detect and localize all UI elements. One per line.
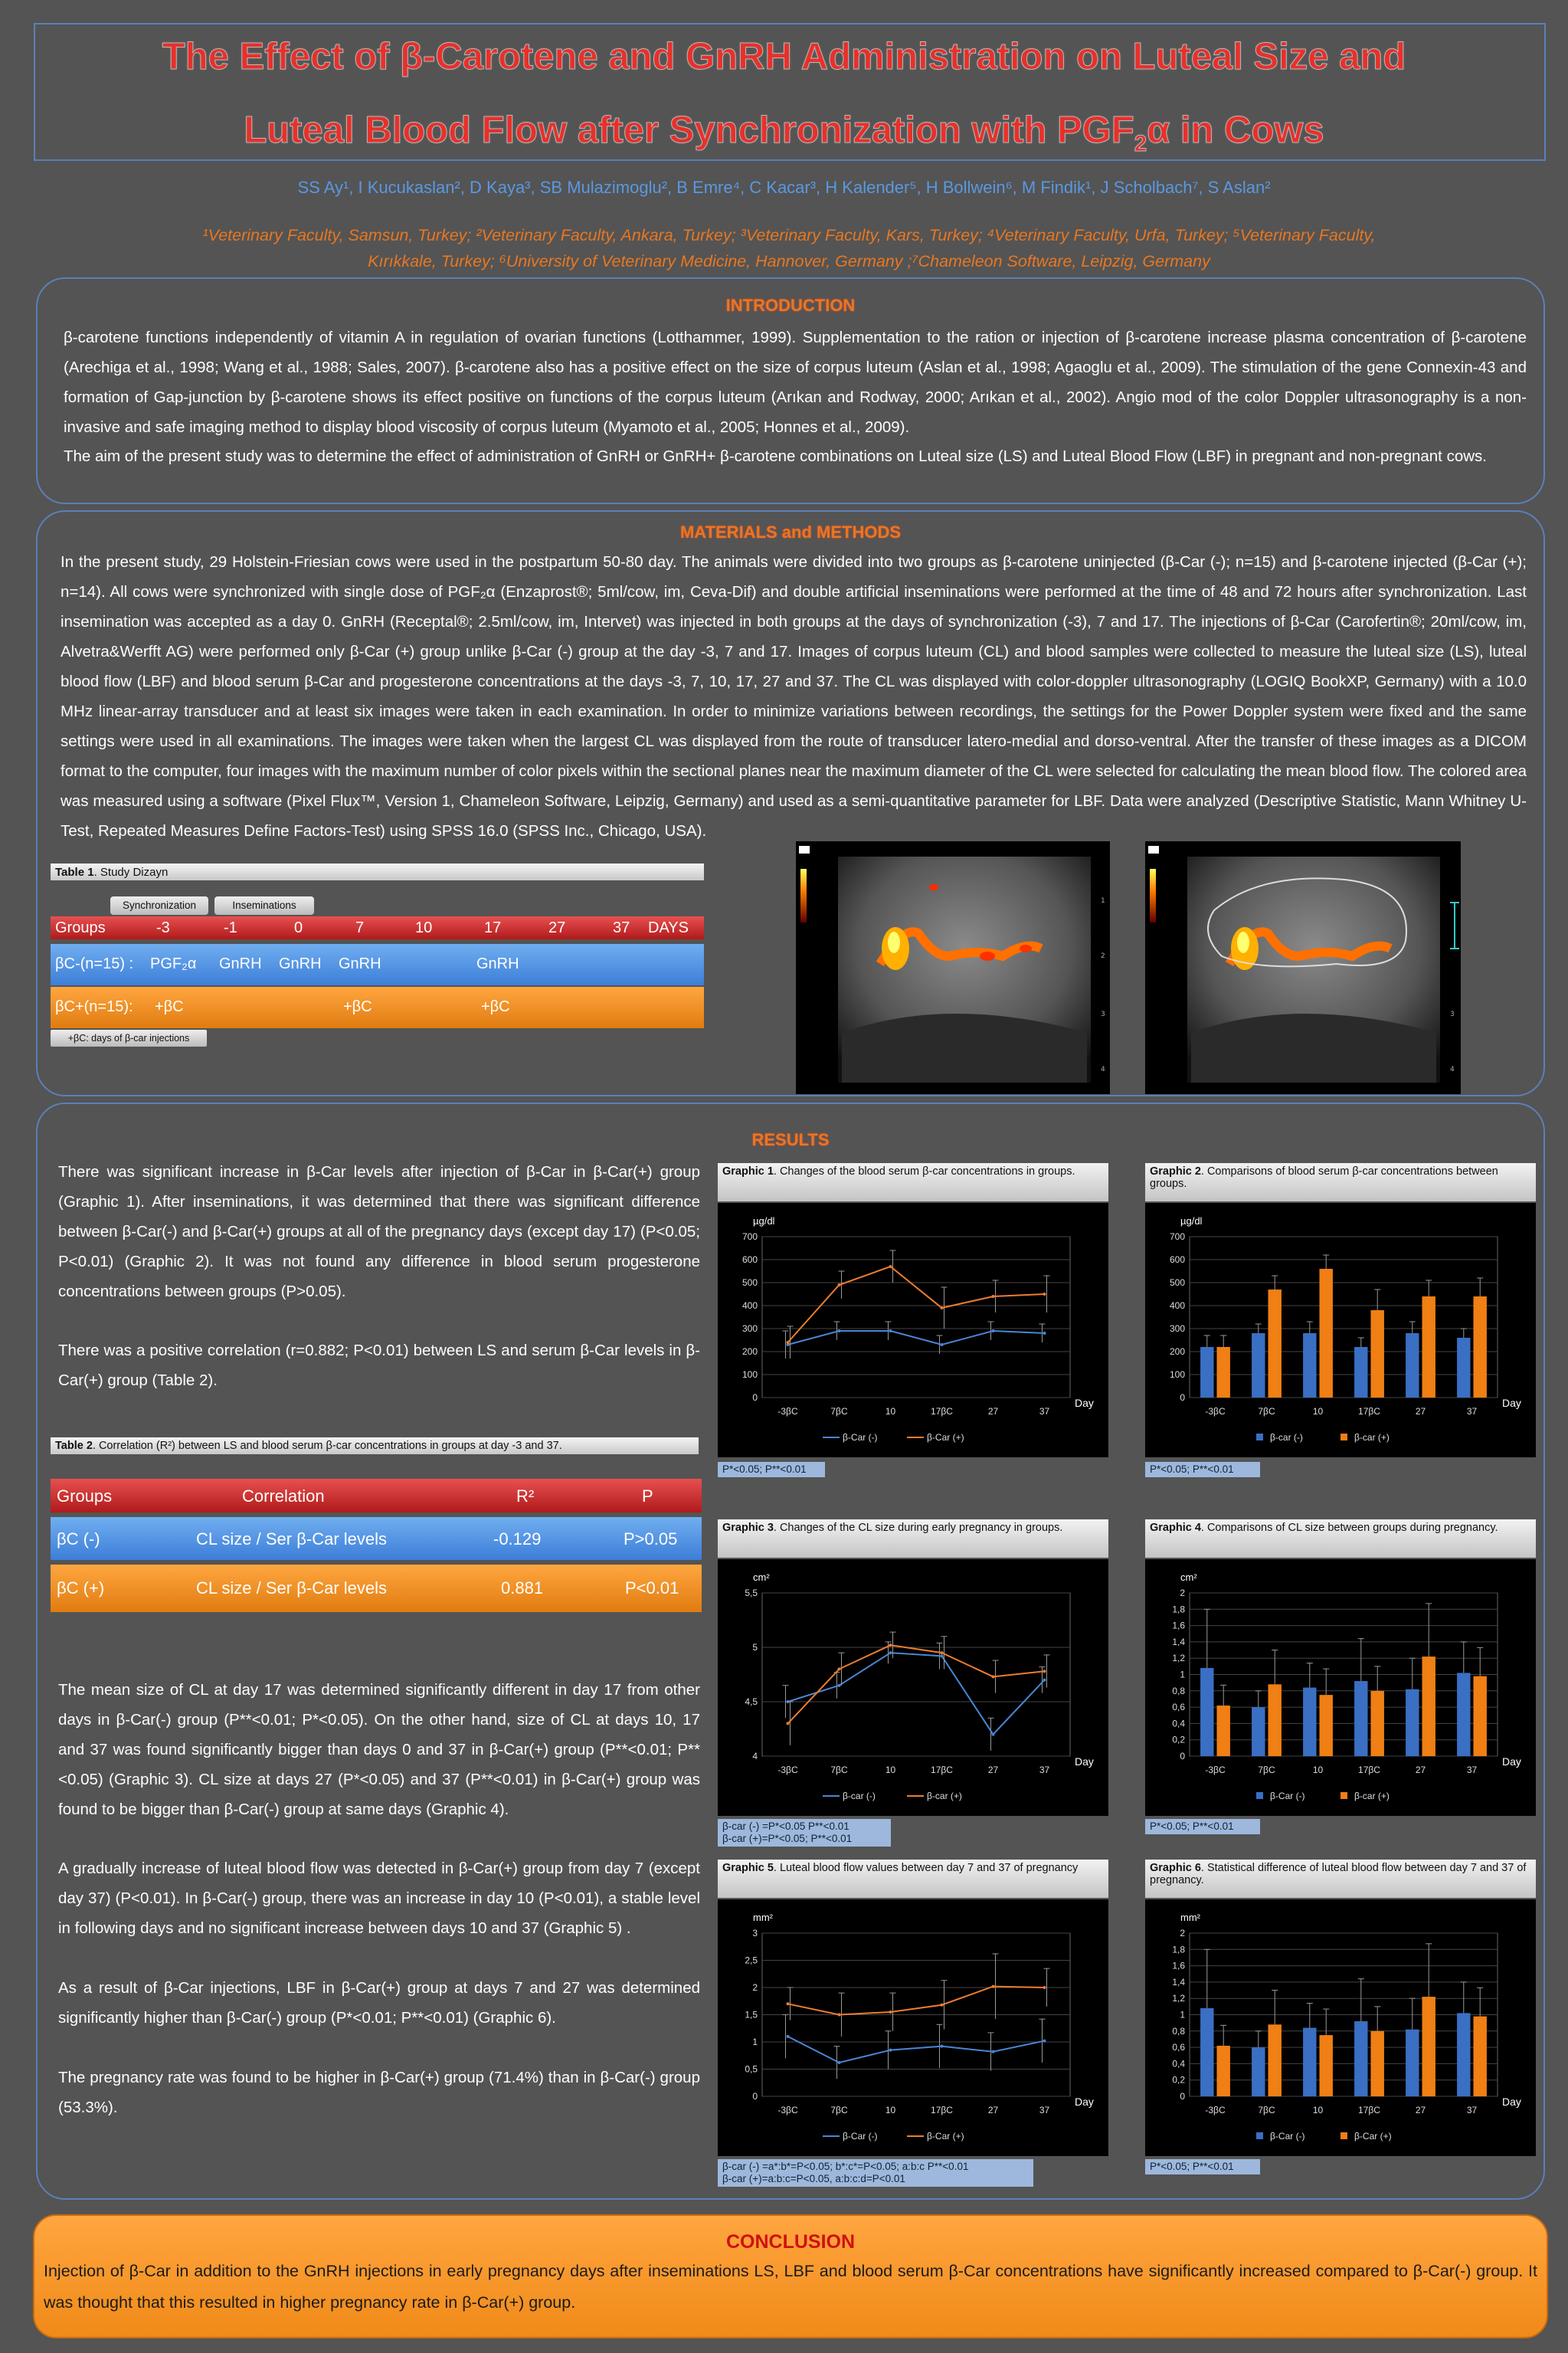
bar	[1474, 2017, 1487, 2096]
data-point	[992, 1295, 995, 1298]
x-tick-label: -3βC	[1205, 1765, 1226, 1775]
y-tick-label: 1,4	[1172, 1976, 1185, 1988]
y-tick-label: 0	[1180, 1751, 1185, 1761]
y-tick-label: 0,5	[745, 2063, 758, 2075]
bar	[1406, 1333, 1419, 1398]
data-point	[1043, 1293, 1046, 1296]
graphic5-chart	[718, 1899, 1108, 2156]
x-tick-label: 10	[885, 2105, 896, 2115]
table1-footnote: +βC: days of β-car injections	[51, 1030, 207, 1047]
data-point	[992, 1329, 995, 1332]
data-point	[889, 1265, 892, 1268]
bar	[1422, 1657, 1435, 1756]
svg-text:4: 4	[1450, 1066, 1455, 1073]
y-tick-label: 0,4	[1172, 1718, 1185, 1729]
data-point	[838, 1283, 841, 1286]
legend-swatch	[1256, 2132, 1263, 2139]
x-tick-label: -3βC	[777, 2105, 798, 2115]
table1-header-row: Groups -3 -1 0 7 10 17 27 37 DAYS	[51, 916, 704, 939]
poster-title-line1: The Effect of β-Carotene and GnRH Administration on Luteal Size and	[162, 36, 1406, 77]
x-tick-label: -3βC	[777, 1406, 798, 1417]
data-point	[992, 2050, 995, 2053]
table2-header-row: Groups Correlation R² P	[51, 1479, 702, 1512]
plot-area	[762, 1237, 1070, 1398]
y-tick-label: 1,8	[1172, 1944, 1185, 1955]
y-tick-label: 0,6	[1172, 1702, 1185, 1713]
y-tick-label: 4	[752, 1751, 758, 1761]
y-tick-label: 700	[741, 1231, 758, 1242]
data-point	[992, 1675, 995, 1678]
graphic1-note: P*<0.05; P**<0.01	[718, 1462, 825, 1477]
y-tick-label: 1	[1180, 1669, 1185, 1680]
ultrasound-image-right	[1145, 841, 1461, 1094]
bar	[1268, 1290, 1282, 1398]
x-tick-label: -3βC	[777, 1765, 798, 1775]
legend-label: β-Car (-)	[1270, 2131, 1305, 2142]
methods-heading: MATERIALS and METHODS	[679, 523, 902, 542]
x-axis-label: Day	[1502, 1755, 1521, 1768]
introduction-heading: INTRODUCTION	[725, 296, 856, 315]
y-tick-label: 1,6	[1172, 1960, 1185, 1971]
bar	[1217, 2046, 1230, 2096]
bar	[1200, 2008, 1213, 2096]
data-point	[941, 1306, 944, 1309]
y-tick-label: 1,2	[1172, 1993, 1185, 2004]
graphic1-caption: Graphic 1. Changes of the blood serum β-car concentrations in groups.	[718, 1163, 1108, 1201]
data-point	[941, 2004, 944, 2007]
data-point	[838, 2061, 841, 2064]
x-tick-label: 27	[987, 1765, 999, 1775]
legend-label: β-Car (+)	[927, 1432, 964, 1443]
poster-title-line2: Luteal Blood Flow after Synchronization with $PGF_2\alpha$ in Cows	[244, 110, 1324, 156]
x-tick-label: 7βC	[1258, 1765, 1275, 1775]
y-tick-label: 500	[741, 1277, 758, 1288]
results-paragraph-2: There was a positive correlation (r=0.882; P<0.01) between LS and serum β-Car levels in β-Car(+) group (Table 2).	[58, 1342, 700, 1389]
y-tick-label: 100	[741, 1369, 758, 1380]
y-tick-label: 3	[752, 1928, 758, 1938]
y-tick-label: 700	[1169, 1231, 1185, 1242]
y-tick-label: 1	[1180, 2009, 1185, 2020]
y-tick-label: 2	[1180, 1928, 1185, 1938]
y-tick-label: 400	[1169, 1300, 1185, 1311]
graphic3-note: β-car (-) =P*<0.05 P**<0.01 β-car (+)=P*<0.05; P**<0.01	[718, 1819, 891, 1847]
legend-label: β-Car (-)	[1270, 1791, 1305, 1801]
table1-row-bc-minus: βC-(n=15) : PGF₂α GnRH GnRH GnRH GnRH	[51, 944, 704, 985]
x-tick-label: 10	[1312, 1765, 1324, 1775]
legend-label: β-car (+)	[927, 1791, 962, 1801]
y-axis-label: mm²	[753, 1912, 773, 1923]
graphic4-chart	[1145, 1559, 1536, 1816]
data-point	[889, 1643, 892, 1647]
y-tick-label: 1	[752, 2037, 758, 2047]
x-tick-label: 27	[1415, 2105, 1426, 2115]
data-point	[941, 1654, 944, 1657]
x-tick-label: 37	[1039, 1406, 1050, 1417]
data-point	[941, 1651, 944, 1654]
results-paragraph-4: A gradually increase of luteal blood flow was detected in β-Car(+) group from day 7 (except day 37) (P<0.01). In β-Car(-) group, there was an increase in day 10 (P<0.01), a stable level in following days and no significant increase between days 10 and 37 (Graphic 5) .	[58, 1860, 700, 1937]
x-axis-label: Day	[1502, 1397, 1521, 1409]
graphic2-chart	[1145, 1203, 1536, 1457]
x-tick-label: 27	[987, 2105, 999, 2115]
bar	[1422, 1296, 1435, 1398]
x-tick-label: 37	[1466, 1406, 1478, 1417]
plot-area	[1190, 1237, 1498, 1398]
data-point	[1043, 1986, 1046, 1989]
y-tick-label: 1,8	[1172, 1604, 1185, 1615]
graphic2-note: P*<0.05; P**<0.01	[1145, 1462, 1260, 1477]
graphic2-caption: Graphic 2. Comparisons of blood serum β-car concentrations between groups.	[1145, 1163, 1536, 1201]
legend-swatch	[1340, 1434, 1347, 1440]
svg-text:2: 2	[1101, 952, 1105, 960]
x-tick-label: -3βC	[1205, 1406, 1226, 1417]
svg-text:1: 1	[1101, 897, 1105, 905]
affiliations: ¹Veterinary Faculty, Samsun, Turkey; ²Veterinary Faculty, Ankara, Turkey; ³Veterinary Faculty, Kars, Turkey; ⁴Veterinary Faculty, Urfa, Turkey; ⁵Veterinary Faculty, Kırıkkale, Turkey; ⁶University of Veterinary Medicine, Hannover, Germany ;⁷Chameleon Software, Leipzig, Germany	[202, 226, 1376, 270]
y-tick-label: 5,5	[745, 1588, 758, 1598]
data-point	[838, 1667, 841, 1670]
y-tick-label: 0,4	[1172, 2058, 1185, 2070]
bar	[1268, 2024, 1282, 2096]
x-tick-label: 37	[1039, 2105, 1050, 2115]
series-line	[788, 1331, 1045, 1345]
data-point	[1043, 1670, 1046, 1673]
y-axis-label: cm²	[1180, 1571, 1197, 1583]
bar	[1200, 1668, 1213, 1756]
y-tick-label: 2,5	[745, 1955, 758, 1966]
results-paragraph-5: As a result of β-Car injections, LBF in β-Car(+) group at days 7 and 27 was determined significantly higher than β-Car(-) group (P*<0.01; P**<0.01) (Graphic 6).	[58, 1979, 700, 2027]
y-tick-label: 600	[741, 1254, 758, 1265]
y-tick-label: 1,4	[1172, 1636, 1185, 1647]
y-tick-label: 0,6	[1172, 2042, 1185, 2053]
data-point	[889, 1651, 892, 1654]
bar	[1320, 1269, 1333, 1398]
y-tick-label: 4,5	[745, 1696, 758, 1707]
legend-label: β-car (-)	[1270, 1432, 1303, 1443]
series-line	[788, 1987, 1045, 2015]
y-axis-label: cm²	[753, 1571, 770, 1583]
x-tick-label: 17βC	[931, 1765, 953, 1775]
data-point	[941, 2045, 944, 2048]
bar	[1268, 1684, 1282, 1756]
x-tick-label: 17βC	[1358, 1406, 1380, 1417]
y-tick-label: 5	[752, 1642, 758, 1653]
bar	[1252, 2047, 1265, 2096]
table2-caption: Table 2. Correlation (R²) between LS and blood serum β-car concentrations in groups at day -3 and 37.	[51, 1437, 699, 1454]
y-tick-label: 100	[1169, 1369, 1185, 1380]
x-axis-label: Day	[1075, 1397, 1094, 1409]
svg-text:4: 4	[1101, 1066, 1105, 1073]
y-tick-label: 1,6	[1172, 1620, 1185, 1631]
y-tick-label: 400	[741, 1300, 758, 1311]
plot-area	[762, 1593, 1070, 1756]
x-tick-label: 37	[1466, 2105, 1478, 2115]
x-tick-label: -3βC	[1205, 2105, 1226, 2115]
y-tick-label: 1,2	[1172, 1653, 1185, 1664]
x-axis-label: Day	[1075, 1755, 1094, 1768]
bar	[1422, 1997, 1435, 2096]
data-point	[889, 2049, 892, 2052]
bar	[1252, 1707, 1265, 1756]
y-tick-label: 0,2	[1172, 1734, 1185, 1745]
graphic3-chart	[718, 1559, 1108, 1816]
x-tick-label: 17βC	[931, 1406, 953, 1417]
y-tick-label: 0,8	[1172, 2025, 1185, 2037]
data-point	[889, 2011, 892, 2014]
y-tick-label: 200	[741, 1346, 758, 1357]
y-tick-label: 0	[1180, 1392, 1185, 1403]
bar	[1406, 2030, 1419, 2096]
x-tick-label: 7βC	[1258, 2105, 1275, 2115]
x-tick-label: 37	[1466, 1765, 1478, 1775]
bar	[1320, 2035, 1333, 2096]
graphic6-chart	[1145, 1899, 1536, 2156]
x-tick-label: 7βC	[830, 1406, 848, 1417]
bar	[1354, 1681, 1367, 1756]
series-line	[788, 1645, 1045, 1723]
legend-swatch	[1256, 1434, 1263, 1440]
introduction-paragraph: β-carotene functions independently of vitamin A in regulation of ovarian functions (Lotthammer, 1999). Supplementation to the ration or injection of β-carotene increase plasma concentration of β-carotene (Arechiga et al., 1998; Wang et al., 1988; Sales, 2007). β-carotene also has a positive effect on the size of corpus luteum (Aslan et al., 1998; Agaoglu et al., 2009). The stimulation of the gene Connexin-43 and formation of Gap-junction by β-carotene shows its effect positive on functions of the corpus luteum (Arıkan and Rodway, 2000; Arıkan et al., 2002). Angio mod of the color Doppler ultrasonography is a non-invasive and safe imaging method to display blood viscosity of corpus luteum (Myamoto et al., 2005; Honnes et al., 2009).	[64, 329, 1527, 436]
legend-swatch	[1256, 1792, 1263, 1799]
bar	[1474, 1296, 1487, 1398]
y-tick-label: 0,8	[1172, 1685, 1185, 1696]
bar	[1457, 1338, 1470, 1398]
data-point	[889, 1329, 892, 1332]
bar	[1303, 1333, 1316, 1398]
bar	[1200, 1347, 1213, 1398]
results-paragraph-6: The pregnancy rate was found to be higher in β-Car(+) group (71.4%) than in β-Car(-) group (53.3%).	[58, 2069, 700, 2116]
x-tick-label: 27	[1415, 1406, 1426, 1417]
graphic3-caption: Graphic 3. Changes of the CL size during early pregnancy in groups.	[718, 1519, 1108, 1558]
inseminations-pill: Inseminations	[214, 896, 314, 915]
y-axis-label: µg/dl	[1180, 1215, 1203, 1227]
legend-swatch	[1340, 2132, 1347, 2139]
legend-label: β-Car (+)	[927, 2131, 964, 2142]
svg-text:3: 3	[1450, 1011, 1455, 1018]
data-point	[787, 1722, 790, 1725]
data-point	[1043, 2040, 1046, 2043]
data-point	[1043, 1332, 1046, 1335]
series-line	[788, 2037, 1045, 2063]
y-tick-label: 0	[752, 1392, 758, 1403]
bar	[1457, 1673, 1470, 1756]
data-point	[838, 2014, 841, 2017]
x-tick-label: 27	[1415, 1765, 1426, 1775]
x-tick-label: 7βC	[830, 2105, 848, 2115]
results-heading: RESULTS	[751, 1130, 830, 1149]
data-point	[838, 1684, 841, 1687]
y-tick-label: 300	[1169, 1323, 1185, 1334]
legend-label: β-Car (-)	[843, 2131, 878, 2142]
data-point	[787, 1341, 790, 1344]
x-axis-label: Day	[1502, 2096, 1521, 2108]
bar	[1474, 1676, 1487, 1756]
graphic4-caption: Graphic 4. Comparisons of CL size between groups during pregnancy.	[1145, 1519, 1536, 1558]
legend-label: β-car (+)	[1354, 1432, 1390, 1443]
y-tick-label: 2	[1180, 1588, 1185, 1598]
methods-paragraph: In the present study, 29 Holstein-Friesian cows were used in the postpartum 50-80 day. The animals were divided into two groups as β-carotene uninjected (β-Car (-); n=15) and β-carotene injected (β-Car (+); n=14). All cows were synchronized with single dose of PGF₂α (Enzaprost®; 5ml/cow, im, Ceva-Dif) and double artificial inseminations were performed at the time of 48 and 72 hours after synchronization. Last insemination was accepted as a day 0. GnRH (Receptal®; 2.5ml/cow, im, Intervet) was injected in both groups at the days of synchronization (-3), 7 and 17. The injections of β-Car (Carofertin®; 20ml/cow, im, Alvetra&Werfft AG) were performed only β-Car (+) group unlike β-Car (-) group at the day -3, 7 and 17. Images of corpus luteum (CL) and blood samples were collected to measure the luteal size (LS), luteal blood flow (LBF) and blood serum β-Car and progesterone concentrations at the days -3, 7, 10, 17, 27 and 37. The CL was displayed with color-doppler ultrasonography (LOGIQ BookXP, Germany) with a 10.0 MHz linear-array transducer and at least six images were taken in each examination. In order to minimize variations between recordings, the settings for the Power Doppler system were fixed and the same settings were used in all examinations. The images were taken when the largest CL was displayed from the route of transducer latero-medial and dorso-ventral. After the transfer of these images as a DICOM format to the computer, four images with the maximum number of color pixels within the sectional planes near the maximum diameter of the CL were selected for calculating the mean blood flow. The colored area was measured using a software (Pixel Flux™, Version 1, Chameleon Software, Leipzig, Germany) and used as a semi-quantitative parameter for LBF. Data were analyzed (Descriptive Statistic, Mann Whitney U-Test, Repeated Measures Define Factors-Test) using SPSS 16.0 (SPSS Inc., Chicago, USA).	[61, 553, 1527, 840]
graphic6-caption: Graphic 6. Statistical difference of luteal blood flow between day 7 and 37 of pregnancy.	[1145, 1860, 1536, 1898]
y-tick-label: 1,5	[745, 2009, 758, 2020]
y-axis-label: mm²	[1180, 1912, 1200, 1923]
y-tick-label: 0	[1180, 2091, 1185, 2102]
bar	[1457, 2013, 1470, 2096]
table2-row-bc-plus: βC (+) CL size / Ser β-Car levels 0.881 P<0.01	[51, 1565, 702, 1612]
bar	[1320, 1695, 1333, 1756]
results-paragraph-1: There was significant increase in β-Car levels after injection of β-Car in β-Car(+) group (Graphic 1). After inseminations, it was determined that there was significant difference between β-Car(-) and β-Car(+) groups at all of the pregnancy days (except day 17) (P<0.05; P<0.01) (Graphic 2). It was not found any difference in blood serum progesterone concentrations between groups (P>0.05).	[58, 1163, 700, 1300]
legend-swatch	[1340, 1792, 1347, 1799]
x-axis-label: Day	[1075, 2096, 1094, 2108]
data-point	[941, 1343, 944, 1346]
bar	[1406, 1689, 1419, 1756]
x-tick-label: 17βC	[1358, 1765, 1380, 1775]
x-tick-label: 17βC	[1358, 2105, 1380, 2115]
x-tick-label: 10	[885, 1406, 896, 1417]
data-point	[1043, 1679, 1046, 1682]
table2-row-bc-minus: βC (-) CL size / Ser β-Car levels -0.129 P>0.05	[51, 1517, 702, 1560]
table1-caption: Table 1. Study Dizayn	[51, 864, 704, 880]
conclusion-heading: CONCLUSION	[725, 2231, 856, 2253]
legend-label: β-Car (+)	[1354, 2131, 1392, 2142]
x-tick-label: 7βC	[830, 1765, 848, 1775]
legend-label: β-Car (-)	[843, 1432, 878, 1443]
synchronization-pill: Synchronization	[110, 896, 208, 915]
bar	[1303, 2028, 1316, 2096]
y-tick-label: 600	[1169, 1254, 1185, 1265]
data-point	[992, 1733, 995, 1736]
bar	[1371, 2031, 1384, 2096]
results-paragraph-3: The mean size of CL at day 17 was determined significantly different in day 17 from other days in β-Car(-) group (P**<0.01; P*<0.05). On the other hand, size of CL at days 10, 17 and 37 was found significantly bigger than days 0 and 37 in β-Car(+) group (P**<0.01; P**<0.05) (Graphic 3). CL size at days 27 (P*<0.05) and 37 (P**<0.01) in β-Car(+) group was found to be bigger than β-Car(-) group at same days (Graphic 4).	[58, 1681, 700, 1818]
x-tick-label: 7βC	[1258, 1406, 1275, 1417]
data-point	[787, 2035, 790, 2038]
graphic1-chart	[718, 1203, 1108, 1457]
y-tick-label: 2	[752, 1982, 758, 1993]
x-tick-label: 17βC	[931, 2105, 953, 2115]
y-axis-label: µg/dl	[753, 1215, 775, 1227]
data-point	[838, 1329, 841, 1332]
graphic6-note: P*<0.05; P**<0.01	[1145, 2159, 1260, 2174]
y-tick-label: 500	[1169, 1277, 1185, 1288]
bar	[1217, 1347, 1230, 1398]
bar	[1252, 1333, 1265, 1398]
graphic4-note: P*<0.05; P**<0.01	[1145, 1819, 1260, 1834]
svg-text:3: 3	[1101, 1011, 1105, 1018]
conclusion-text: Injection of β-Car in addition to the GnRH injections in early pregnancy days after inseminations LS, LBF and blood serum β-Car concentrations have significantly increased compared to β-Car(-) group. It was thought that this resulted in higher pregnancy rate in β-Car(+) group.	[44, 2262, 1537, 2312]
legend-label: β-car (-)	[843, 1791, 876, 1801]
data-point	[992, 1985, 995, 1988]
x-tick-label: 10	[1312, 1406, 1324, 1417]
graphic5-note: β-car (-) =a*:b*=P<0.05; b*:c*=P<0.05; a:b:c P**<0.01 β-car (+)=a:b:c=P<0.05, a:b:c:d=P<0.01	[718, 2159, 1033, 2187]
bar	[1354, 1347, 1367, 1398]
aim-paragraph: The aim of the present study was to determine the effect of administration of GnRH or GnRH+ β-carotene combinations on Luteal size (LS) and Luteal Blood Flow (LBF) in pregnant and non-pregnant cows.	[64, 447, 1487, 465]
bar	[1217, 1706, 1230, 1756]
y-tick-label: 200	[1169, 1346, 1185, 1357]
y-tick-label: 0	[752, 2091, 758, 2102]
x-tick-label: 10	[1312, 2105, 1324, 2115]
y-tick-label: 0,2	[1172, 2074, 1185, 2086]
series-line	[788, 1653, 1045, 1735]
ultrasound-image-left	[796, 841, 1110, 1094]
y-tick-label: 300	[741, 1323, 758, 1334]
bar	[1371, 1691, 1384, 1756]
conclusion-section	[33, 2214, 1548, 2338]
bar	[1371, 1310, 1384, 1398]
x-tick-label: 27	[987, 1406, 999, 1417]
bar	[1354, 2021, 1367, 2096]
introduction-section	[36, 277, 1545, 504]
bar	[1303, 1688, 1316, 1756]
data-point	[787, 2002, 790, 2005]
graphic5-caption: Graphic 5. Luteal blood flow values between day 7 and 37 of pregnancy	[718, 1860, 1108, 1898]
table1-row-bc-plus: βC+(n=15): +βC +βC +βC	[51, 987, 704, 1028]
x-tick-label: 37	[1039, 1765, 1050, 1775]
authors: SS Ay¹, I Kucukaslan², D Kaya³, SB Mulazimoglu², B Emre⁴, C Kacar³, H Kalender⁵, H Bollwein⁶, M Findik¹, J Scholbach⁷, S Aslan²	[297, 178, 1271, 197]
legend-label: β-car (+)	[1354, 1791, 1390, 1801]
x-tick-label: 10	[885, 1765, 896, 1775]
